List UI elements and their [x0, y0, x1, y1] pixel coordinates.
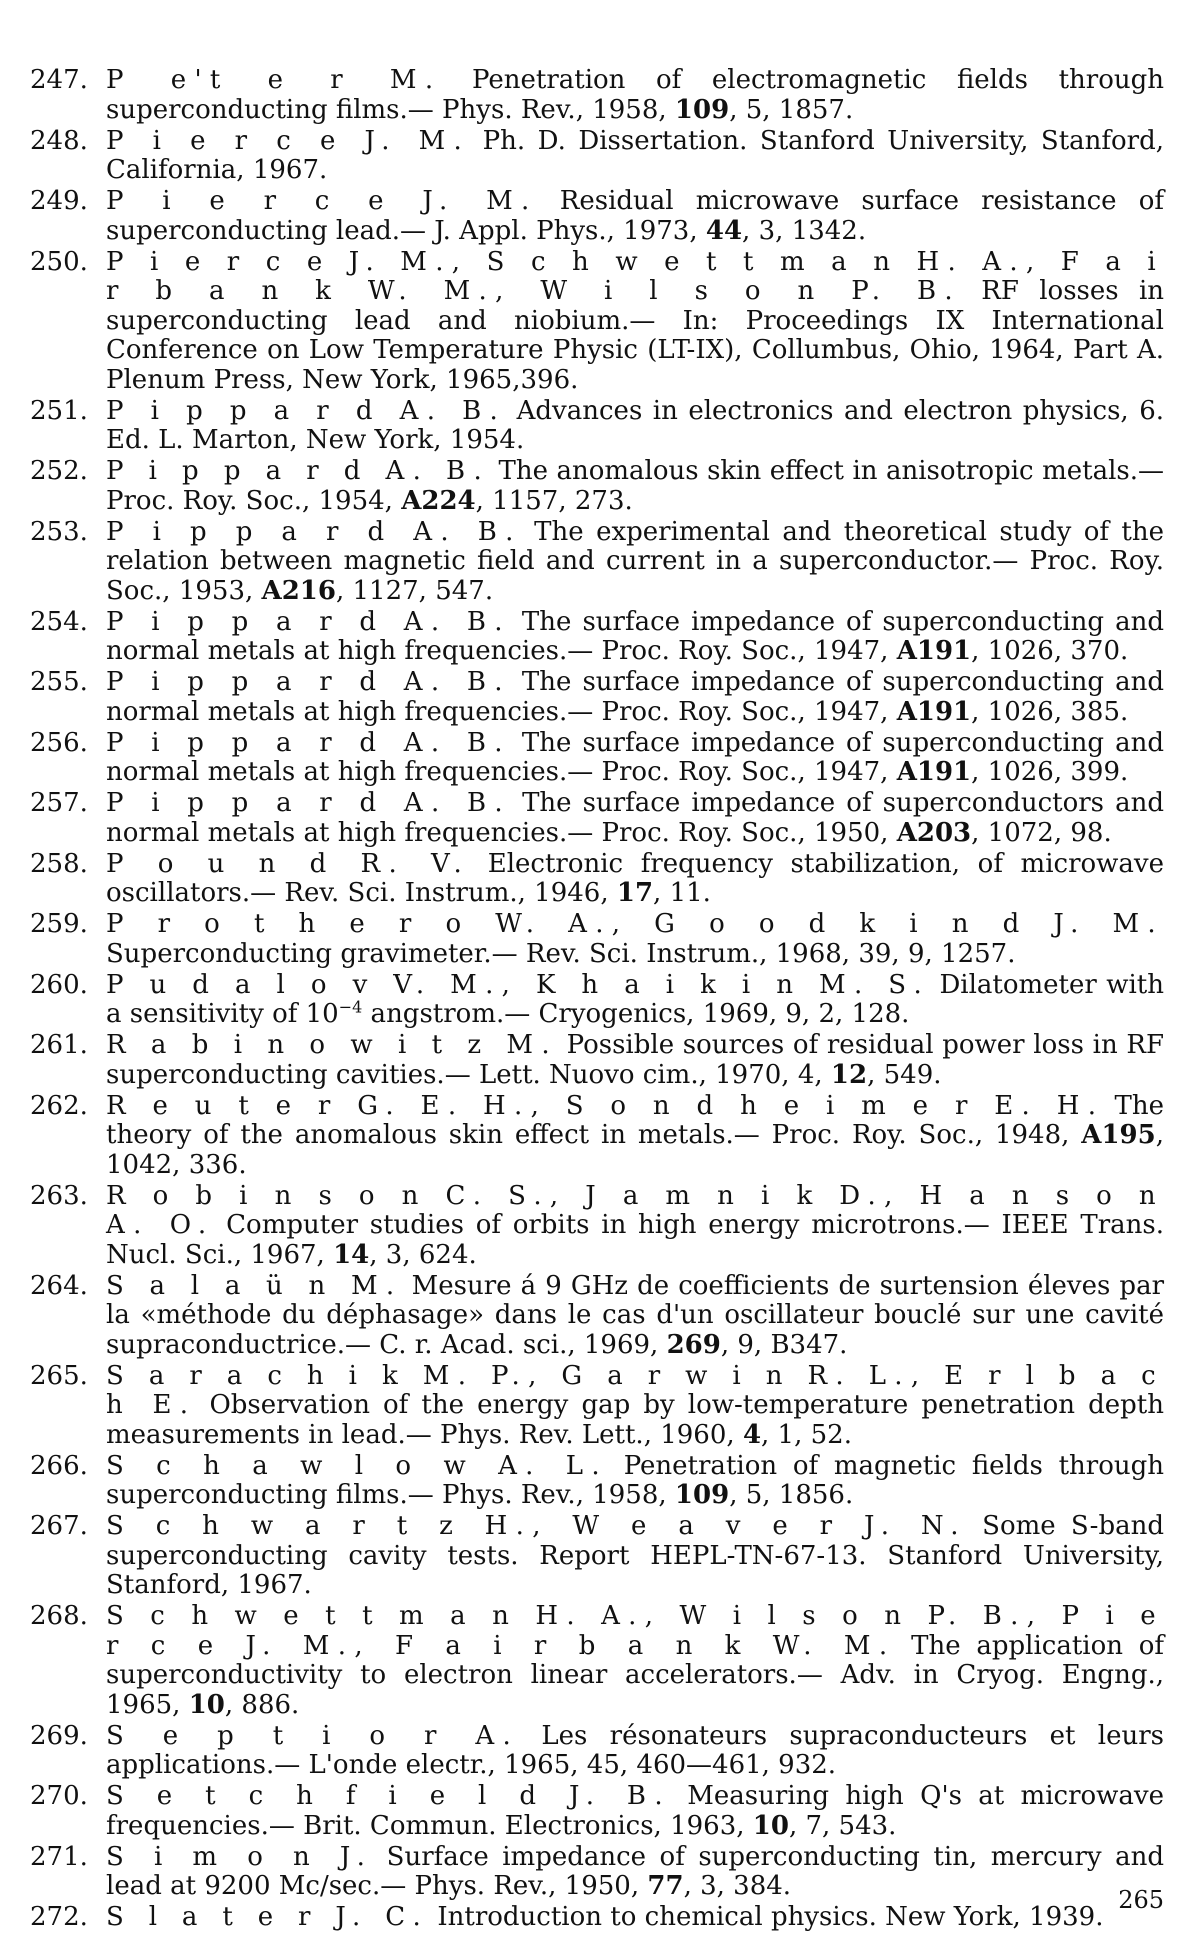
reference-entry — [30, 910, 1164, 969]
reference-number: 265. — [30, 1360, 88, 1391]
reference-entry — [30, 729, 1164, 788]
reference-detail: , 7, 543. — [788, 1810, 897, 1841]
reference-detail: , 1026, 370. — [971, 636, 1129, 666]
reference-entry — [30, 1362, 1164, 1451]
reference-detail: , 1026, 385. — [971, 696, 1129, 727]
reference-text — [106, 971, 1164, 1030]
reference-authors: S i m o n J. — [106, 1841, 374, 1872]
reference-number: 270. — [30, 1781, 88, 1811]
reference-entry — [30, 127, 1164, 186]
reference-number: 254. — [30, 606, 88, 637]
reference-detail: Introduction to chemical physics. New York, 1939. — [429, 1902, 1104, 1932]
reference-authors: P i e r c e J. M., S c h w e t t m a n H. A., F a i r b a n k W. M., W i l s o n P. B. — [106, 246, 1164, 306]
reference-entry — [30, 187, 1164, 246]
reference-detail: Penetration of electromagnetic fields through superconducting films.— Phys. Rev., 1958, — [106, 65, 1164, 125]
reference-entry — [30, 1602, 1164, 1720]
reference-entry — [30, 1452, 1164, 1511]
reference-volume: 269 — [666, 1329, 721, 1360]
reference-text — [106, 248, 1164, 396]
reference-entry — [30, 1843, 1164, 1902]
reference-text — [106, 66, 1164, 125]
reference-authors: P u d a l o v V. M., K h a i k i n M. S. — [106, 969, 931, 1000]
reference-number: 267. — [30, 1511, 88, 1541]
reference-authors: P i p p a r d A. B. — [106, 516, 522, 547]
reference-entry — [30, 608, 1164, 667]
reference-detail: , 3, 1342. — [742, 215, 867, 246]
reference-volume: 12 — [830, 1059, 868, 1090]
reference-authors: P i p p a r d A. B. — [106, 788, 511, 818]
page-number: 265 — [1118, 1886, 1164, 1914]
reference-entry — [30, 1512, 1164, 1601]
reference-detail: Some S-band superconducting cavity tests. Report HEPL-TN-67-13. Stanford University, Stanford, 1967. — [106, 1511, 1164, 1600]
reference-authors: S c h w e t t m a n H. A., W i l s o n P. B., P i e r c e J. M., F a i r b a n k W. M. — [106, 1601, 1164, 1661]
reference-entry — [30, 668, 1164, 727]
reference-text — [106, 1452, 1164, 1511]
reference-text — [106, 910, 1164, 969]
reference-number: 260. — [30, 969, 88, 1000]
reference-superscript: −4 — [338, 997, 363, 1017]
reference-text — [106, 1272, 1164, 1361]
reference-volume: 10 — [188, 1689, 225, 1720]
reference-volume: A224 — [401, 485, 476, 516]
reference-volume: 77 — [647, 1871, 684, 1901]
reference-authors: P i e r c e J. M. — [106, 125, 471, 156]
reference-entry — [30, 397, 1164, 456]
reference-detail: Mesure á 9 GHz de coefficients de surtension éleves par la «méthode du déphasage» dans le cas d'un oscillateur bouclé sur une cavité supraconductrice.— C. r. Acad. sci., 1969, — [106, 1270, 1164, 1360]
reference-text — [106, 397, 1164, 456]
reference-number: 249. — [30, 186, 88, 216]
reference-number: 259. — [30, 909, 88, 939]
reference-detail: The surface impedance of superconducting and normal metals at high frequencies.— Proc. Roy. Soc., 1947, — [106, 727, 1165, 787]
reference-volume: 44 — [705, 215, 743, 246]
reference-detail: , 11. — [653, 878, 711, 908]
reference-authors: S a l a ü n M. — [106, 1270, 403, 1301]
reference-number: 257. — [30, 788, 88, 818]
reference-number: 253. — [30, 516, 88, 547]
reference-detail: The surface impedance of superconductors and normal metals at high frequencies.— Proc. Roy. Soc., 1950, — [106, 788, 1164, 848]
reference-authors: R o b i n s o n C. S., J a m n i k D., H a n s o n A. O. — [106, 1180, 1164, 1240]
reference-entry — [30, 1782, 1164, 1841]
reference-entry — [30, 248, 1164, 396]
reference-number: 252. — [30, 456, 88, 486]
reference-detail: Residual microwave surface resistance of superconducting lead.— J. Appl. Phys., 1973, — [106, 186, 1164, 246]
reference-authors: P i p p a r d A. B. — [106, 606, 511, 637]
reference-detail: Electronic frequency stabilization, of microwave oscillators.— Rev. Sci. Instrum., 1946, — [106, 848, 1165, 908]
reference-detail: , 1157, 273. — [475, 485, 633, 516]
reference-detail: , 5, 1857. — [729, 94, 854, 125]
reference-detail: Ph. D. Dissertation. Stanford University, Stanford, California, 1967. — [106, 125, 1165, 185]
reference-volume: A191 — [896, 696, 972, 727]
reference-entry — [30, 518, 1164, 607]
reference-authors: P i p p a r d A. B. — [106, 456, 491, 486]
reference-authors: P r o t h e r o W. A., G o o d k i n d J. M. — [106, 909, 1164, 939]
reference-list — [30, 66, 1164, 1934]
reference-text — [106, 608, 1164, 667]
reference-authors: P i e r c e J. M. — [106, 186, 538, 216]
reference-volume: 109 — [674, 94, 730, 125]
reference-authors: P e't e r M. — [106, 65, 442, 95]
reference-detail: , 3, 624. — [369, 1239, 477, 1270]
reference-detail: , 3, 384. — [683, 1871, 792, 1901]
reference-authors: R a b i n o w i t z M. — [106, 1030, 558, 1060]
reference-detail: RF losses in superconducting lead and niobium.— In: Proceedings IX International Conference on Low Temperature Physic (LT-IX), Collumbus, Ohio, 1964, Part A. Plenum Press, New York, 1965,396. — [106, 276, 1165, 395]
reference-entry — [30, 1903, 1164, 1933]
reference-detail: Surface impedance of superconducting tin, mercury and lead at 9200 Mc/sec.— Phys. Rev., 1950, — [106, 1841, 1164, 1901]
reference-number: 261. — [30, 1030, 88, 1060]
reference-detail: The theory of the anomalous skin effect in metals.— Proc. Roy. Soc., 1948, — [106, 1090, 1164, 1150]
reference-detail: , 9, B347. — [720, 1329, 848, 1360]
reference-detail: The application of superconductivity to electron linear accelerators.— Adv. in Cryog. Engng., 1965, — [106, 1630, 1164, 1720]
reference-text — [106, 668, 1164, 727]
reference-volume: 10 — [752, 1810, 789, 1841]
reference-number: 269. — [30, 1720, 88, 1751]
reference-number: 255. — [30, 667, 88, 697]
reference-detail: Les résonateurs supraconducteurs et leurs applications.— L'onde electr., 1965, 45, 460—461, 932. — [106, 1720, 1164, 1780]
reference-number: 256. — [30, 727, 88, 758]
reference-text — [106, 1782, 1164, 1841]
reference-detail: Observation of the energy gap by low-temperature penetration depth measurements in lead.— Phys. Rev. Lett., 1960, — [106, 1390, 1164, 1450]
reference-entry — [30, 457, 1164, 516]
reference-text — [106, 457, 1164, 516]
reference-number: 272. — [30, 1902, 88, 1932]
reference-text — [106, 1182, 1164, 1271]
reference-authors: P o u n d R. V. — [106, 848, 471, 879]
reference-detail: The experimental and theoretical study of the relation between magnetic field and current in a superconductor.— Proc. Roy. Soc., 1953, — [106, 516, 1165, 606]
reference-text — [106, 850, 1164, 909]
reference-detail: Penetration of magnetic fields through superconducting films.— Phys. Rev., 1958, — [106, 1450, 1164, 1510]
reference-authors: P i p p a r d A. B. — [106, 727, 511, 758]
reference-authors: S c h w a r t z H., W e a v e r J. N. — [106, 1511, 967, 1541]
reference-authors: S c h a w l o w A. L. — [106, 1450, 608, 1481]
reference-detail: Advances in electronics and electron physics, 6. Ed. L. Marton, New York, 1954. — [106, 395, 1164, 455]
reference-entry — [30, 66, 1164, 125]
reference-detail: , 1127, 547. — [335, 575, 494, 606]
reference-volume: A203 — [896, 817, 972, 848]
reference-entry — [30, 1031, 1164, 1090]
reference-text — [106, 1092, 1164, 1181]
reference-text — [106, 1031, 1164, 1090]
reference-entry — [30, 850, 1164, 909]
reference-number: 247. — [30, 65, 88, 95]
reference-text — [106, 789, 1164, 848]
reference-text — [106, 127, 1164, 186]
reference-entry — [30, 1182, 1164, 1271]
reference-detail: , 1072, 98. — [971, 817, 1112, 848]
reference-entry — [30, 1092, 1164, 1181]
reference-number: 248. — [30, 125, 88, 156]
reference-volume: 109 — [674, 1480, 730, 1510]
reference-number: 250. — [30, 246, 88, 277]
reference-authors: S e t c h f i e l d J. B. — [106, 1781, 671, 1811]
reference-volume: 4 — [742, 1419, 762, 1450]
reference-text — [106, 1843, 1164, 1902]
reference-volume: A191 — [896, 757, 972, 787]
reference-number: 251. — [30, 395, 88, 426]
reference-detail: , 1026, 399. — [971, 757, 1129, 787]
reference-number: 264. — [30, 1270, 88, 1301]
reference-authors: R e u t e r G. E. H., S o n d h e i m e r E. H. — [106, 1090, 1105, 1121]
reference-authors: P i p p a r d A. B. — [106, 395, 507, 426]
reference-number: 268. — [30, 1601, 88, 1631]
reference-authors: S a r a c h i k M. P., G a r w i n R. L., E r l b a c h E. — [106, 1360, 1164, 1420]
reference-entry — [30, 789, 1164, 848]
reference-volume: A191 — [896, 636, 972, 666]
reference-number: 266. — [30, 1450, 88, 1481]
reference-detail: The surface impedance of superconducting and normal metals at high frequencies.— Proc. Roy. Soc., 1947, — [106, 667, 1165, 727]
reference-detail: , 549. — [867, 1059, 942, 1090]
reference-number: 271. — [30, 1841, 88, 1872]
reference-detail: , 886. — [224, 1689, 300, 1720]
reference-authors: S e p t i o r A. — [106, 1720, 520, 1751]
reference-text — [106, 729, 1164, 788]
reference-detail: The surface impedance of superconducting and normal metals at high frequencies.— Proc. Roy. Soc., 1947, — [106, 606, 1165, 666]
reference-text — [106, 518, 1164, 607]
reference-detail: Possible sources of residual power loss in RF superconducting cavities.— Lett. Nuovo cim., 1970, 4, — [106, 1030, 1164, 1090]
reference-text — [106, 187, 1164, 246]
reference-text — [106, 1602, 1164, 1720]
reference-detail: , 1, 52. — [761, 1419, 852, 1450]
reference-text — [106, 1903, 1164, 1933]
reference-detail: Dilatometer with a sensitivity of 10 — [106, 969, 1164, 1029]
reference-text — [106, 1722, 1164, 1781]
reference-detail: Computer studies of orbits in high energy microtrons.— IEEE Trans. Nucl. Sci., 1967, — [106, 1210, 1165, 1270]
reference-number: 262. — [30, 1090, 88, 1121]
reference-authors: S l a t e r J. C. — [106, 1902, 430, 1932]
reference-detail: Measuring high Q's at microwave frequencies.— Brit. Commun. Electronics, 1963, — [106, 1781, 1164, 1841]
reference-detail: , 1042, 336. — [106, 1120, 1164, 1180]
reference-detail: angstrom.— Cryogenics, 1969, 9, 2, 128. — [362, 999, 910, 1029]
reference-entry — [30, 971, 1164, 1030]
reference-volume: A216 — [261, 575, 336, 606]
reference-number: 258. — [30, 848, 88, 879]
reference-detail: Superconducting gravimeter.— Rev. Sci. Instrum., 1968, 39, 9, 1257. — [106, 938, 1016, 969]
reference-entry — [30, 1722, 1164, 1781]
reference-volume: 14 — [333, 1239, 370, 1270]
reference-text — [106, 1362, 1164, 1451]
reference-entry — [30, 1272, 1164, 1361]
reference-detail: , 5, 1856. — [729, 1480, 854, 1510]
reference-authors: P i p p a r d A. B. — [106, 667, 511, 697]
reference-number: 263. — [30, 1180, 88, 1211]
reference-detail: The anomalous skin effect in anisotropic metals.— Proc. Roy. Soc., 1954, — [106, 456, 1164, 516]
reference-text — [106, 1512, 1164, 1601]
reference-volume: A195 — [1081, 1120, 1156, 1150]
reference-volume: 17 — [616, 878, 654, 908]
